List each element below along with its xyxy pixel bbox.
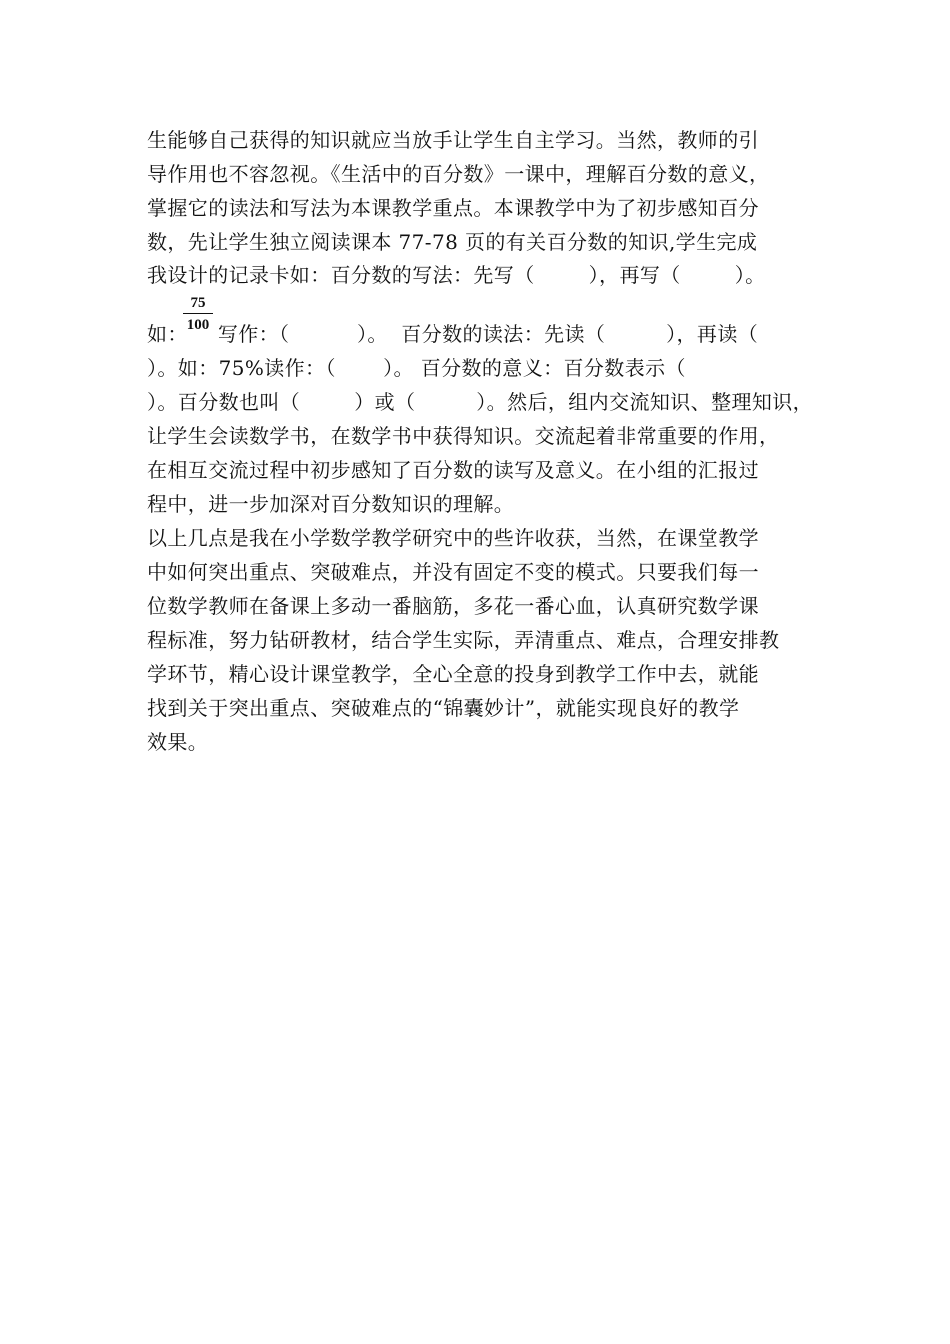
paragraph-line: 学环节，精心设计课堂教学，全心全意的投身到教学工作中去，就能 xyxy=(147,662,759,686)
fraction-bar xyxy=(183,313,213,314)
paragraph-line: 导作用也不容忽视。《生活中的百分数》一课中，理解百分数的意义， xyxy=(147,162,770,186)
paragraph-line: 中如何突出重点、突破难点，并没有固定不变的模式。只要我们每一 xyxy=(147,560,759,584)
fraction-numerator: 75 xyxy=(190,295,206,311)
paragraph-line: 程中，进一步加深对百分数知识的理解。 xyxy=(147,492,515,516)
paragraph-line: 找到关于突出重点、突破难点的“锦囊妙计”，就能实现良好的教学 xyxy=(147,696,740,720)
fraction-denominator: 100 xyxy=(186,317,210,333)
paragraph-line: 效果。 xyxy=(147,730,209,754)
record-card-line xyxy=(147,322,758,346)
paragraph-line: 我设计的记录卡如：百分数的写法：先写（ ），再写（ ）。 xyxy=(147,263,766,287)
paragraph-line: 掌握它的读法和写法为本课教学重点。本课教学中为了初步感知百分 xyxy=(147,196,759,220)
record-card-line: ）。如：75%读作：（ ）。 百分数的意义：百分数表示（ xyxy=(147,356,686,380)
paragraph-line: 生能够自己获得的知识就应当放手让学生自主学习。当然，教师的引 xyxy=(147,128,759,152)
record-card-text: 写作：（ ）。 百分数的读法：先读（ ），再读（ xyxy=(217,322,759,346)
paragraph-line: 数，先让学生独立阅读课本 77-78 页的有关百分数的知识,学生完成 xyxy=(147,230,758,254)
record-card-prefix: 如： xyxy=(147,322,188,346)
paragraph-line: 程标准，努力钻研教材，结合学生实际，弄清重点、难点，合理安排教 xyxy=(147,628,780,652)
record-card-line: ）。百分数也叫（ ）或（ ）。然后，组内交流知识、整理知识， xyxy=(147,390,814,414)
paragraph-line: 以上几点是我在小学数学教学研究中的些许收获，当然，在课堂教学 xyxy=(147,526,759,550)
paragraph-line: 在相互交流过程中初步感知了百分数的读写及意义。在小组的汇报过 xyxy=(147,458,759,482)
paragraph-line: 位数学教师在备课上多动一番脑筋，多花一番心血，认真研究数学课 xyxy=(147,594,759,618)
paragraph-line: 让学生会读数学书，在数学书中获得知识。交流起着非常重要的作用， xyxy=(147,424,780,448)
